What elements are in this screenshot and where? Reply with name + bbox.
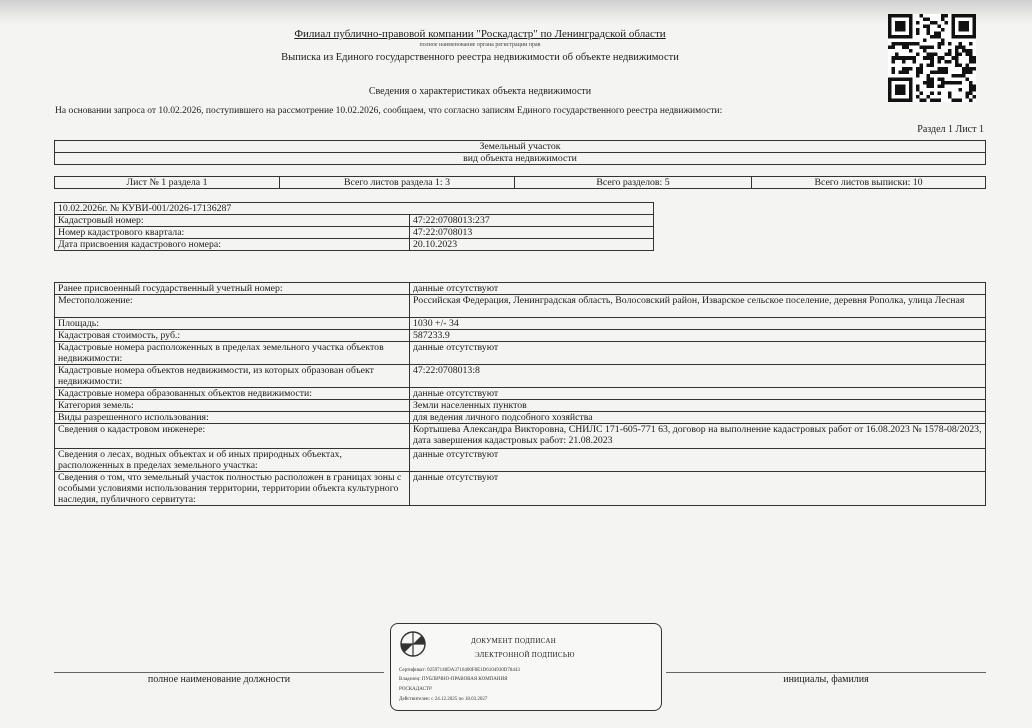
row-value: 1030 +/- 34 bbox=[410, 318, 986, 330]
row-label: Кадастровые номера расположенных в пределах земельного участка объектов недвижимости: bbox=[55, 342, 410, 365]
row-value: Российская Федерация, Ленинградская область, Волосовский район, Изварское сельское поселение, деревня Рополка, улица Лесная bbox=[410, 295, 986, 318]
row-label: Сведения о том, что земельный участок полностью расположен в границах зоны с особыми условиями использования территории, территории объекта культурного наследия, публичного сервитута: bbox=[55, 472, 410, 506]
object-type-table bbox=[54, 140, 986, 165]
row-value: данные отсутствуют bbox=[410, 449, 986, 472]
section-title: Сведения о характеристиках объекта недвижимости bbox=[368, 86, 592, 97]
ident-table bbox=[54, 202, 654, 251]
stamp-cert: Сертификат: 02597148DA3716400F8E1D6104930D78443 bbox=[399, 668, 520, 673]
row-value: 47:22:0708013 bbox=[410, 227, 654, 239]
row-value: данные отсутствуют bbox=[410, 388, 986, 400]
razdel-label: Раздел 1 Лист 1 bbox=[917, 124, 984, 135]
table-row bbox=[55, 400, 986, 412]
table-row bbox=[55, 424, 986, 449]
row-label: Виды разрешенного использования: bbox=[55, 412, 410, 424]
e-signature-stamp bbox=[390, 623, 662, 711]
row-value: 47:22:0708013:8 bbox=[410, 365, 986, 388]
initials-caption: инициалы, фамилия bbox=[666, 672, 986, 685]
row-label: Кадастровый номер: bbox=[55, 215, 410, 227]
extract-title: Выписка из Единого государственного реестра недвижимости об объекте недвижимости bbox=[281, 52, 679, 63]
row-value: данные отсутствуют bbox=[410, 283, 986, 295]
row-value: 20.10.2023 bbox=[410, 239, 654, 251]
row-value: данные отсутствуют bbox=[410, 472, 986, 506]
organ-caption: полное наименование органа регистрации прав bbox=[419, 42, 541, 48]
branch-title: Филиал публично-правовой компании "Роскадастр" по Ленинградской области bbox=[294, 28, 666, 40]
row-value: 587233.9 bbox=[410, 330, 986, 342]
scan-shadow bbox=[0, 0, 1032, 26]
table-row bbox=[55, 215, 654, 227]
row-label: Сведения о кадастровом инженере: bbox=[55, 424, 410, 449]
table-row bbox=[55, 239, 654, 251]
row-label: Местоположение: bbox=[55, 295, 410, 318]
table-row bbox=[55, 330, 986, 342]
intro-text: На основании запроса от 10.02.2026, поступившего на рассмотрение 10.02.2026, сообщаем, что согласно записям Единого государственного реестра недвижимости: bbox=[55, 106, 723, 116]
roskadastr-logo-icon bbox=[399, 630, 427, 658]
row-label: Кадастровые номера образованных объектов недвижимости: bbox=[55, 388, 410, 400]
stamp-owner: Владелец: ПУБЛИЧНО-ПРАВОВАЯ КОМПАНИЯ bbox=[399, 677, 508, 682]
row-label: Номер кадастрового квартала: bbox=[55, 227, 410, 239]
row-label: Ранее присвоенный государственный учетный номер: bbox=[55, 283, 410, 295]
row-value: Кортышева Александра Викторовна, СНИЛС 171-605-771 63, договор на выполнение кадастровых работ от 16.08.2023 № 1578-08/2023, дата завершения кадастровых работ: 21.08.2023 bbox=[410, 424, 986, 449]
stamp-line2: ЭЛЕКТРОННОЙ ПОДПИСЬЮ bbox=[475, 651, 575, 659]
object-type-caption: вид объекта недвижимости bbox=[55, 153, 986, 165]
row-label: Площадь: bbox=[55, 318, 410, 330]
table-row bbox=[55, 283, 986, 295]
sheet-info-table bbox=[54, 176, 986, 189]
object-type: Земельный участок bbox=[55, 141, 986, 153]
row-value: для ведения личного подсобного хозяйства bbox=[410, 412, 986, 424]
table-row bbox=[55, 318, 986, 330]
sheets-in-section: Всего листов раздела 1: 3 bbox=[280, 177, 515, 189]
row-value: Земли населенных пунктов bbox=[410, 400, 986, 412]
stamp-owner2: РОСКАДАСТР bbox=[399, 687, 432, 692]
table-row bbox=[55, 365, 986, 388]
extract-number: 10.02.2026г. № КУВИ-001/2026-17136287 bbox=[55, 203, 654, 215]
table-row bbox=[55, 472, 986, 506]
stamp-valid: Действителен: с 24.12.2025 по 18.03.2027 bbox=[399, 697, 488, 702]
position-caption: полное наименование должности bbox=[54, 672, 384, 685]
row-label: Категория земель: bbox=[55, 400, 410, 412]
stamp-line1: ДОКУМЕНТ ПОДПИСАН bbox=[471, 637, 557, 645]
table-row bbox=[55, 295, 986, 318]
table-row bbox=[55, 388, 986, 400]
total-extract-sheets: Всего листов выписки: 10 bbox=[752, 177, 986, 189]
table-row bbox=[55, 412, 986, 424]
row-value: 47:22:0708013:237 bbox=[410, 215, 654, 227]
row-label: Кадастровая стоимость, руб.: bbox=[55, 330, 410, 342]
row-label: Дата присвоения кадастрового номера: bbox=[55, 239, 410, 251]
row-label: Кадастровые номера объектов недвижимости, из которых образован объект недвижимости: bbox=[55, 365, 410, 388]
table-row bbox=[55, 342, 986, 365]
total-sections: Всего разделов: 5 bbox=[515, 177, 752, 189]
table-row bbox=[55, 449, 986, 472]
sheet-number: Лист № 1 раздела 1 bbox=[55, 177, 280, 189]
row-label: Сведения о лесах, водных объектах и об иных природных объектах, расположенных в пределах земельного участка: bbox=[55, 449, 410, 472]
table-row bbox=[55, 227, 654, 239]
characteristics-table bbox=[54, 282, 986, 506]
row-value: данные отсутствуют bbox=[410, 342, 986, 365]
